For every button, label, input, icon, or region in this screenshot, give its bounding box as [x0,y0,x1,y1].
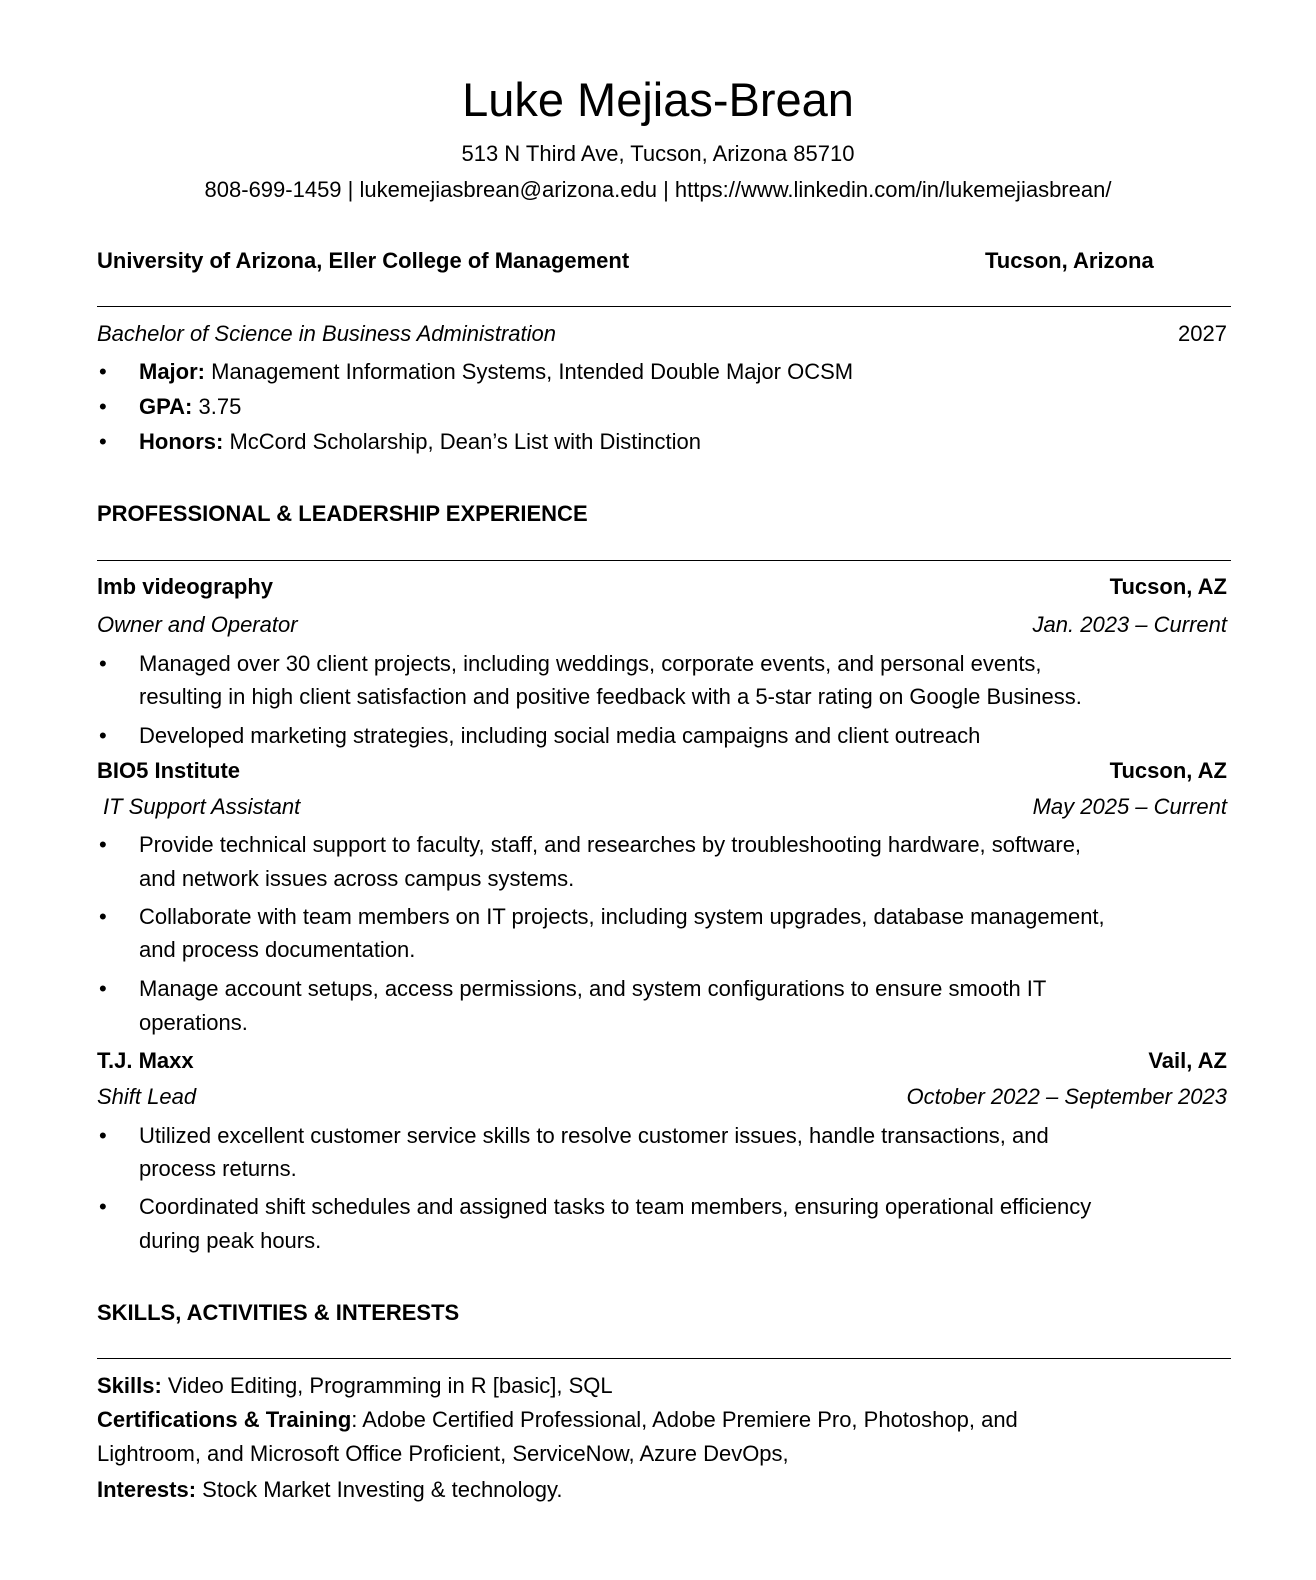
skills-text: Video Editing, Programming in R [basic], SQL [161,1373,613,1398]
candidate-name: Luke Mejias-Brean [462,73,854,126]
education-bullet [139,358,853,386]
certifications-label: Certifications & Training [97,1407,352,1432]
bullet-icon: • [99,904,107,929]
bullet-label: Honors: [139,429,224,454]
bullet-icon: • [99,429,107,454]
interests-text: Stock Market Investing & technology. [196,1477,563,1502]
job-dates: October 2022 – September 2023 [906,1084,1227,1109]
job-org: T.J. Maxx [97,1048,194,1073]
job-title: Owner and Operator [97,612,298,637]
job-bullet-line: Developed marketing strategies, including social media campaigns and client outreach [139,723,981,748]
skills-label: Skills: [97,1373,162,1398]
certifications-line-2: Lightroom, and Microsoft Office Proficient, ServiceNow, Azure DevOps, [97,1441,789,1466]
job-bullet-line: Provide technical support to faculty, staff, and researches by troubleshooting hardware, software, [139,832,1082,857]
job-bullet-line: Managed over 30 client projects, including weddings, corporate events, and personal events, [139,651,1042,676]
section-divider [97,560,1231,561]
job-bullet-line: Manage account setups, access permissions, and system configurations to ensure smooth IT [139,976,1047,1001]
job-title: IT Support Assistant [103,794,301,819]
bullet-icon: • [99,359,107,384]
school-location: Tucson, Arizona [985,248,1154,273]
skills-line [97,1372,613,1400]
bullet-icon: • [99,651,107,676]
section-divider [97,1358,1231,1359]
section-divider [97,306,1231,307]
bullet-text: 3.75 [192,394,242,419]
degree: Bachelor of Science in Business Administration [97,321,556,346]
bullet-icon: • [99,723,107,748]
bullet-label: GPA: [139,394,193,419]
job-bullet-line: process returns. [139,1156,297,1181]
bullet-text: McCord Scholarship, Dean’s List with Distinction [223,429,702,454]
job-bullet-line: Coordinated shift schedules and assigned tasks to team members, ensuring operational efficiency [139,1194,1092,1219]
interests-line [97,1476,562,1504]
bullet-icon: • [99,1194,107,1219]
bullet-icon: • [99,1123,107,1148]
bullet-text: Management Information Systems, Intended Double Major OCSM [205,359,854,384]
bullet-icon: • [99,394,107,419]
job-bullet-line: resulting in high client satisfaction and positive feedback with a 5-star rating on Google Business. [139,684,1082,709]
job-title: Shift Lead [97,1084,197,1109]
graduation-year: 2027 [1178,321,1227,346]
job-dates: May 2025 – Current [1032,794,1227,819]
job-bullet-line: operations. [139,1010,248,1035]
education-bullet [139,428,701,456]
skills-heading: SKILLS, ACTIVITIES & INTERESTS [97,1300,460,1325]
job-bullet-line: Utilized excellent customer service skills to resolve customer issues, handle transactions, and [139,1123,1049,1148]
education-bullet [139,393,241,421]
bullet-label: Major: [139,359,205,384]
address: 513 N Third Ave, Tucson, Arizona 85710 [461,141,855,166]
job-bullet-line: and process documentation. [139,937,416,962]
job-location: Tucson, AZ [1109,758,1227,783]
certifications-line [97,1406,1018,1434]
job-org: lmb videography [97,574,274,599]
interests-label: Interests: [97,1477,197,1502]
job-bullet-line: Collaborate with team members on IT projects, including system upgrades, database management, [139,904,1105,929]
experience-heading: PROFESSIONAL & LEADERSHIP EXPERIENCE [97,501,588,526]
contact-line: 808-699-1459 | lukemejiasbrean@arizona.edu | https://www.linkedin.com/in/lukemejiasbrean/ [204,177,1112,202]
job-location: Tucson, AZ [1109,574,1227,599]
school-name: University of Arizona, Eller College of Management [97,248,630,273]
bullet-icon: • [99,976,107,1001]
certifications-text: : Adobe Certified Professional, Adobe Premiere Pro, Photoshop, and [351,1407,1018,1432]
job-org: BIO5 Institute [97,758,241,783]
job-dates: Jan. 2023 – Current [1032,612,1227,637]
job-bullet-line: and network issues across campus systems. [139,866,575,891]
bullet-icon: • [99,832,107,857]
job-bullet-line: during peak hours. [139,1228,322,1253]
job-location: Vail, AZ [1148,1048,1227,1073]
